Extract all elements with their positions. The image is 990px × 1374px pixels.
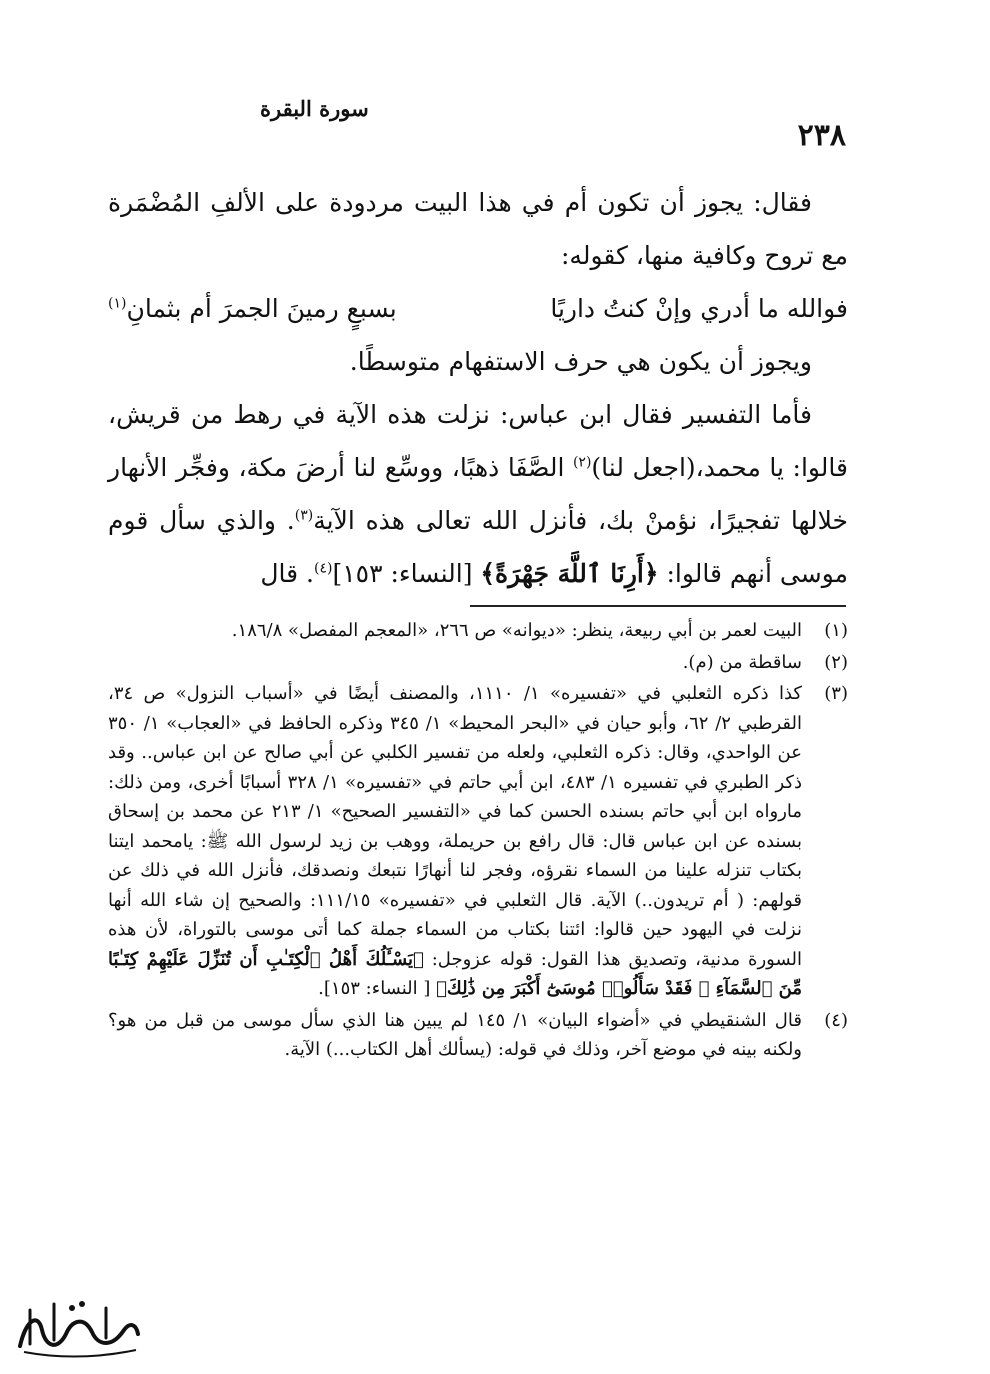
footnote-4	[108, 1006, 848, 1065]
footnote-text: قال الشنقيطي في «أضواء البيان» ١/ ١٤٥ لم يبين هنا الذي سأل موسى من قبل من هو؟ ولكنه بينه في موضع آخر، وذلك في قوله: (يسألك أهل الكتاب...) الآية.	[108, 1009, 802, 1060]
main-text	[108, 176, 848, 600]
footnote-ref-2[interactable]: (٢)	[572, 454, 592, 471]
footnote-number: (٣)	[824, 683, 848, 704]
verse-second-text: بسبعٍ رمينَ الجمرَ أم بثمانِ	[126, 294, 397, 323]
page-header	[110, 96, 846, 156]
footnote-text-block	[108, 679, 802, 1004]
poetry-verse	[108, 282, 848, 335]
library-logo	[8, 1290, 148, 1366]
quran-quote: ﴿أَرِنَا ٱللَّهَ جَهْرَةً﴾	[480, 559, 659, 588]
footnote-2	[108, 648, 848, 678]
paragraph-3-part-e: . قال	[260, 559, 315, 588]
verse-second-hemistich	[108, 282, 397, 335]
quran-reference: [النساء: ١٥٣]	[332, 559, 481, 588]
footnote-text: البيت لعمر بن أبي ربيعة، ينظر: «ديوانه» ص ٢٦٦، «المعجم المفصل» ١٨٦/٨.	[231, 620, 802, 641]
footnote-text: كذا ذكره الثعلبي في «تفسيره» ١/ ١١١٠، والمصنف أيضًا في «أسباب النزول» ص ٣٤، القرطبي ٢/ ٦٢، وأبو حيان في «البحر المحيط» ١/ ٣٤٥ وذكره الحافظ في «العجاب» ١/ ٣٥٠ عن الواحدي، وقال: ذكره الثعلبي، ولعله من تفسير الكلبي عن أبي صالح عن ابن عباس.. وقد ذكر الطبري في تفسيره ١/ ٤٨٣، ابن أبي حاتم في «تفسيره» ١/ ٣٢٨ أسبابًا أخرى، ومن ذلك: مارواه ابن أبي حاتم بسنده الحسن كما في «التفسير الصحيح» ١/ ٢١٣ عن محمد بن إسحاق بسنده عن ابن عباس قال: قال رافع بن حريملة، ووهب بن زيد لرسول الله ﷺ: يامحمد ايتنا بكتاب تنزله علينا من السماء نقرؤه، وفجر لنا أنهارًا نتبعك ونصدقك، فأنزل الله في ذلك عن قولهم: ( أم تريدون..) الآية. قال الثعلبي في «تفسيره» ١١١/١٥: والصحيح إن شاء الله أنها نزلت في اليهود حين قالوا: ائتنا بكتاب من السماء جملة كما أتى موسى بالتوراة، لأن هذه السورة مدنية، وتصديق هذا القول: قوله عزوجل:	[108, 683, 803, 970]
footnote-divider	[470, 605, 846, 607]
footnote-tail: [ النساء: ١٥٣].	[318, 978, 437, 999]
verse-first-hemistich: فوالله ما أدري وإنْ كنتُ داريًا	[550, 294, 848, 323]
footnote-number: (١)	[824, 620, 848, 641]
footnote-ref-3[interactable]: (٣)	[294, 507, 314, 524]
footnote-quran-quote: ﴿يَسْـَٔلُكَ أَهْلُ ٱلْكِتَـٰبِ أَن تُنَزِّلَ عَلَيْهِمْ كِتَـٰبًا مِّنَ ٱلسَّمَآءِ ۚ فَقَدْ سَأَلُوا۟ مُوسَىٰٓ أَكْبَرَ مِن ذَٰلِكَ﴾	[108, 948, 802, 999]
paragraph-1: فقال: يجوز أن تكون أم في هذا البيت مردودة على الألفِ المُضْمَرة مع تروح وكافية منها، كقوله:	[108, 188, 848, 270]
footnote-1	[108, 616, 848, 646]
paragraph-3-part-c: . والذي سأل قوم موسى أنهم قالوا:	[108, 506, 848, 588]
footnotes	[108, 616, 848, 1067]
page-number: ٢٣٨	[797, 118, 846, 153]
paragraph-2: ويجوز أن يكون هي حرف الاستفهام متوسطًا.	[349, 347, 812, 376]
paragraph-3	[108, 388, 848, 600]
footnote-number: (٢)	[824, 651, 848, 673]
surah-title: سورة البقرة	[260, 96, 369, 121]
footnote-ref-1[interactable]: (١)	[108, 295, 127, 312]
paragraph-3-part-b: الصَّفَا ذهبًا، ووسِّع لنا أرضَ مكة، وفجِّر الأنهار خلالها تفجيرًا، نؤمنْ بك، فأنزل الله تعالى هذه الآية	[108, 453, 849, 535]
paragraph-3-part-a: فأما التفسير فقال ابن عباس: نزلت هذه الآية في رهط من قريش، قالوا: يا محمد،(اجعل لنا)	[108, 400, 848, 482]
footnote-number: (٤)	[824, 1009, 848, 1031]
footnote-text: ساقطة من (م).	[682, 651, 802, 673]
logo-calligraphy-icon	[8, 1290, 148, 1366]
footnote-3	[108, 679, 848, 1004]
footnote-ref-4[interactable]: (٤)	[314, 560, 333, 577]
